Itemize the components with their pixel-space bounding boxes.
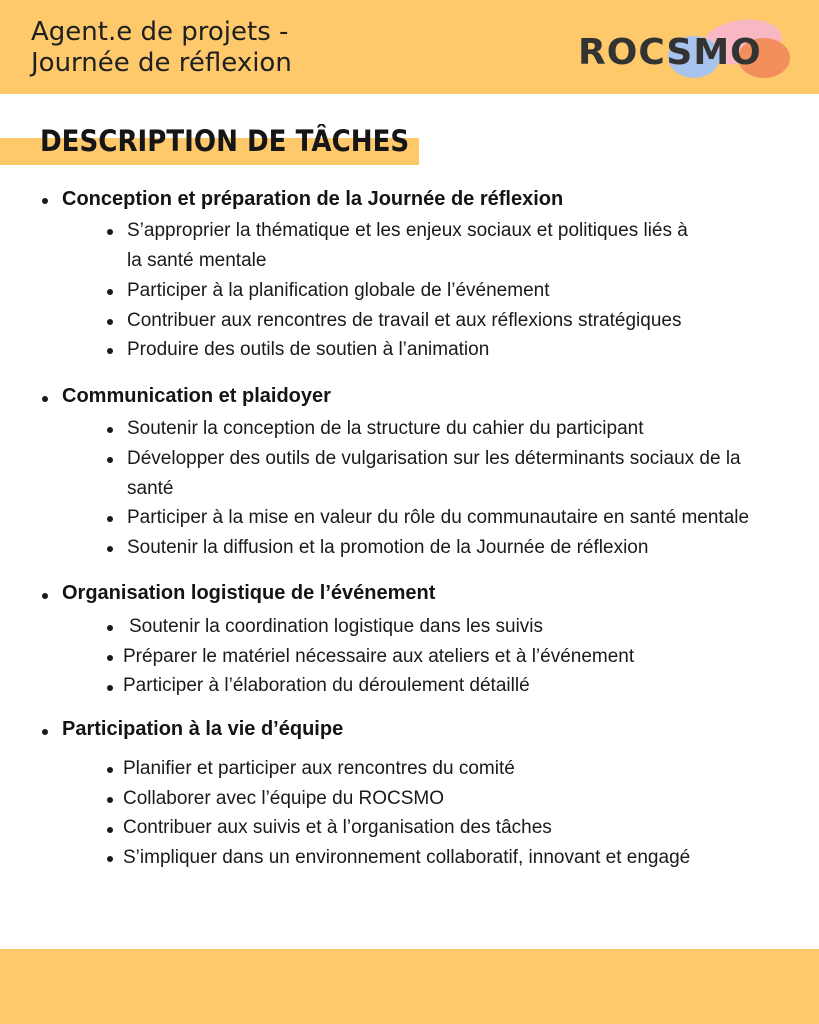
bullet-icon [107, 655, 113, 661]
list-item: Collaborer avec l’équipe du ROCSMO [123, 788, 445, 809]
list-item: S’approprier la thématique et les enjeux sociaux et politiques liés à [127, 220, 688, 241]
footer-band [0, 949, 819, 1024]
list-item: Participer à la planification globale de l’événement [127, 280, 550, 301]
logo-text: ROCSMO [578, 32, 762, 73]
group-heading: Participation à la vie d’équipe [62, 718, 344, 740]
page-title [31, 17, 292, 79]
bullet-icon [107, 427, 113, 433]
list-item: S’impliquer dans un environnement collaboratif, innovant et engagé [123, 847, 691, 868]
bullet-icon [107, 767, 113, 773]
bullet-icon [107, 685, 113, 691]
header-band [0, 0, 819, 94]
list-item: santé [127, 478, 174, 499]
bullet-icon [107, 348, 113, 354]
list-item: Participer à l’élaboration du déroulement détaillé [123, 675, 530, 696]
bullet-icon [107, 516, 113, 522]
bullet-icon [107, 289, 113, 295]
bullet-icon [42, 729, 48, 735]
bullet-icon [42, 198, 48, 204]
bullet-icon [42, 396, 48, 402]
list-item: Soutenir la diffusion et la promotion de la Journée de réflexion [127, 537, 649, 558]
rocsmo-logo [572, 16, 794, 82]
bullet-icon [107, 457, 113, 463]
bullet-icon [107, 797, 113, 803]
list-item: Contribuer aux suivis et à l’organisation des tâches [123, 817, 552, 838]
page-title-line-1: Agent.e de projets - [31, 17, 289, 47]
bullet-icon [42, 593, 48, 599]
bullet-icon [107, 546, 113, 552]
section-title: DESCRIPTION DE TÂCHES [40, 124, 410, 158]
list-item: Contribuer aux rencontres de travail et aux réflexions stratégiques [127, 310, 682, 331]
page-title-line-2: Journée de réflexion [31, 48, 292, 78]
list-item: la santé mentale [127, 250, 267, 271]
group-heading: Communication et plaidoyer [62, 385, 331, 407]
bullet-icon [107, 856, 113, 862]
list-item: Soutenir la conception de la structure du cahier du participant [127, 418, 644, 439]
bullet-icon [107, 827, 113, 833]
bullet-icon [107, 625, 113, 631]
list-item: Participer à la mise en valeur du rôle du communautaire en santé mentale [127, 507, 750, 528]
group-heading: Organisation logistique de l’événement [62, 582, 436, 604]
list-item: Développer des outils de vulgarisation sur les déterminants sociaux de la [127, 448, 741, 469]
list-item: Produire des outils de soutien à l’animation [127, 339, 490, 360]
bullet-icon [107, 229, 113, 235]
group-heading: Conception et préparation de la Journée de réflexion [62, 188, 564, 210]
list-item: Préparer le matériel nécessaire aux ateliers et à l’événement [123, 646, 635, 667]
bullet-icon [107, 319, 113, 325]
list-item: Soutenir la coordination logistique dans les suivis [129, 616, 544, 637]
list-item: Planifier et participer aux rencontres du comité [123, 758, 515, 779]
